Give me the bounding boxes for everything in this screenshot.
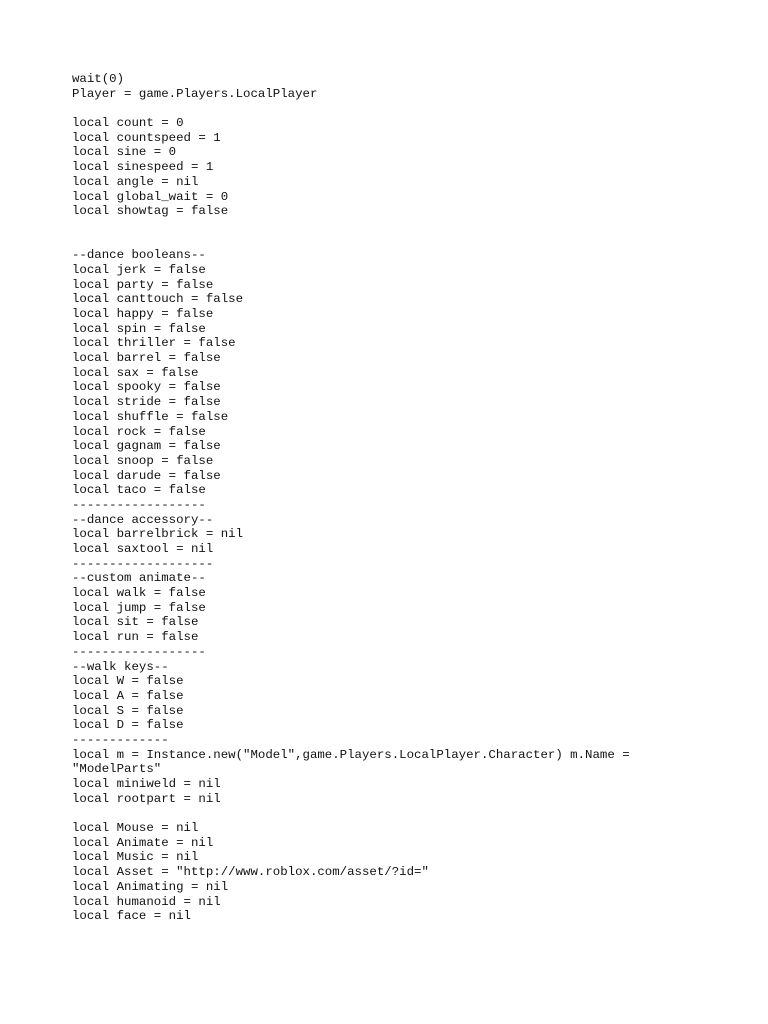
code-line: local barrelbrick = nil xyxy=(72,527,244,542)
code-line: wait(0) xyxy=(72,72,125,86)
code-line: local count = 0 xyxy=(72,116,184,131)
code-line: ------------------ xyxy=(72,644,206,659)
code-line: local party = false xyxy=(72,277,214,292)
code-line: local face = nil xyxy=(72,909,191,924)
code-line: --dance accessory-- xyxy=(72,512,214,527)
code-line: local taco = false xyxy=(72,483,206,498)
code-line: local gagnam = false xyxy=(72,439,221,454)
code-block xyxy=(72,72,712,924)
code-line: --dance booleans-- xyxy=(72,248,206,263)
code-line: ------------------- xyxy=(72,556,214,571)
code-line: --custom animate-- xyxy=(72,571,206,586)
code-line: ------------- xyxy=(72,732,169,747)
code-line: local jerk = false xyxy=(72,262,206,277)
code-line: local miniweld = nil xyxy=(72,777,221,791)
code-line: local rock = false xyxy=(72,424,206,439)
code-line: local Animate = nil xyxy=(72,835,214,850)
code-line: "ModelParts" xyxy=(72,762,162,777)
code-line: local happy = false xyxy=(72,307,214,321)
code-line: local spooky = false xyxy=(72,380,221,395)
code-line: local sinespeed = 1 xyxy=(72,160,214,175)
code-line: local thriller = false xyxy=(72,336,236,351)
code-line: local canttouch = false xyxy=(72,292,244,307)
code-line: local Mouse = nil xyxy=(72,821,199,836)
code-line: local W = false xyxy=(72,674,184,689)
code-line: local Animating = nil xyxy=(72,879,229,894)
code-line: local stride = false xyxy=(72,395,221,410)
blank-line xyxy=(72,806,712,821)
code-line: local S = false xyxy=(72,703,184,718)
code-line: local global_wait = 0 xyxy=(72,189,229,204)
blank-line xyxy=(72,234,712,249)
code-line: ------------------ xyxy=(72,497,206,512)
code-line: local shuffle = false xyxy=(72,409,229,424)
code-line: local walk = false xyxy=(72,586,206,601)
code-line: local m = Instance.new("Model",game.Players.LocalPlayer.Character) m.Name = xyxy=(72,747,630,762)
code-line: local jump = false xyxy=(72,600,206,615)
code-line: local sax = false xyxy=(72,365,199,380)
code-line: local D = false xyxy=(72,718,184,733)
code-line: local rootpart = nil xyxy=(72,791,221,806)
code-line: local spin = false xyxy=(72,321,206,336)
code-line: local saxtool = nil xyxy=(72,542,214,556)
code-line: local run = false xyxy=(72,630,199,645)
code-line: local darude = false xyxy=(72,468,221,483)
blank-line xyxy=(72,101,712,116)
blank-line xyxy=(72,219,712,234)
code-line: local countspeed = 1 xyxy=(72,130,221,145)
code-line: --walk keys-- xyxy=(72,659,169,674)
code-line: local snoop = false xyxy=(72,453,214,468)
code-line: local showtag = false xyxy=(72,204,229,219)
code-line: local Asset = "http://www.roblox.com/asset/?id=" xyxy=(72,865,429,880)
code-line: local angle = nil xyxy=(72,174,199,189)
code-line: local Music = nil xyxy=(72,850,199,865)
code-line: local sit = false xyxy=(72,615,199,630)
code-line: Player = game.Players.LocalPlayer xyxy=(72,86,318,101)
code-line: local sine = 0 xyxy=(72,145,177,160)
code-line: local A = false xyxy=(72,688,184,703)
code-line: local humanoid = nil xyxy=(72,894,221,909)
code-line: local barrel = false xyxy=(72,351,221,366)
